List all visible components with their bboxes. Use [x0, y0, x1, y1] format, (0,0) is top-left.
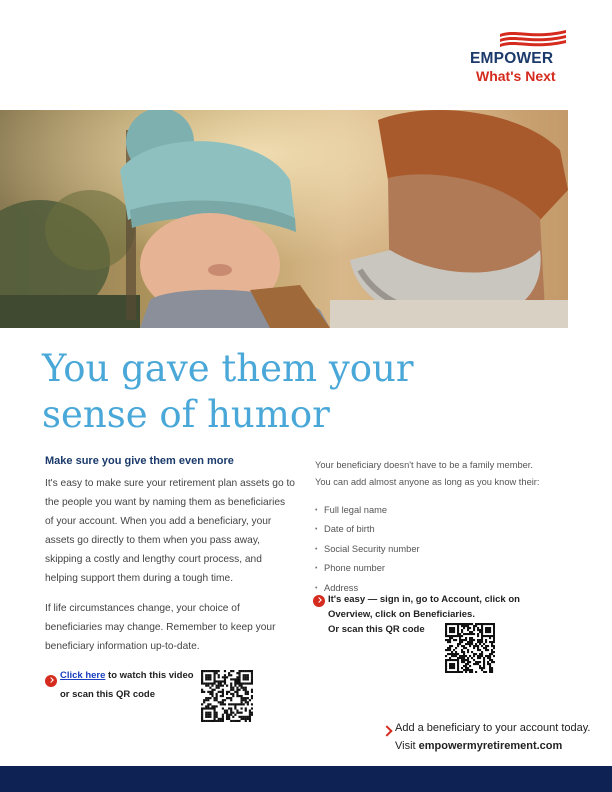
- website-link[interactable]: empowermyretirement.com: [418, 740, 563, 752]
- video-qr-code-icon[interactable]: [201, 670, 253, 722]
- bottom-cta-line-1: Add a beneficiary to your account today.: [395, 722, 591, 734]
- empower-logo: [470, 28, 580, 90]
- beneficiary-cta-line-2: Overview, click on Beneficiaries.: [328, 609, 475, 620]
- left-paragraph-2: If life circumstances change, your choice of beneficiaries may change. Remember to keep your beneficiary information up-to-date.: [45, 603, 276, 652]
- flag-stripes-icon: [498, 28, 568, 50]
- arrow-right-icon: [45, 675, 57, 687]
- video-cta-line-1: [60, 670, 194, 681]
- video-cta: [45, 670, 315, 726]
- left-column: [45, 455, 295, 656]
- beneficiary-cta-line-3: Or scan this QR code: [328, 624, 425, 635]
- chevron-right-icon: [381, 725, 392, 736]
- beneficiary-intro-line-1: Your beneficiary doesn't have to be a family member.: [315, 460, 533, 470]
- required-info-list: [315, 501, 575, 598]
- brand-name: EMPOWER: [470, 50, 554, 67]
- photo-father-and-baby: [0, 110, 568, 328]
- click-here-link[interactable]: Click here: [60, 670, 106, 681]
- right-column: [315, 457, 575, 598]
- beneficiary-intro: [315, 457, 575, 491]
- arrow-right-icon: [313, 595, 325, 607]
- left-subhead: Make sure you give them even more: [45, 455, 234, 467]
- brand-tagline: What's Next: [476, 68, 556, 84]
- list-item: • Date of birth: [315, 520, 575, 539]
- visit-prefix: Visit: [395, 740, 419, 752]
- headline-line-2: sense of humor: [42, 393, 330, 436]
- headline-line-1: You gave them your: [42, 347, 414, 390]
- list-item: • Social Security number: [315, 540, 575, 559]
- bottom-cta-line-2: [395, 740, 562, 752]
- video-cta-line-2: or scan this QR code: [60, 689, 156, 700]
- beneficiary-cta: [313, 592, 563, 642]
- footer-bar: [0, 766, 612, 792]
- headline: [42, 346, 562, 438]
- list-item: • Full legal name: [315, 501, 575, 520]
- beneficiary-intro-line-2: You can add almost anyone as long as you know their:: [315, 477, 540, 487]
- beneficiary-qr-code-icon[interactable]: [445, 623, 495, 673]
- left-paragraph-1: It's easy to make sure your retirement plan assets go to the people you want by naming them as beneficiaries of your account. When you add a beneficiary, your assets go directly to them when you pass away, skipping a costly and lengthy court process, and helping support them during a tough time.: [45, 478, 295, 584]
- list-item: • Phone number: [315, 559, 575, 578]
- beneficiary-cta-line-1: It's easy — sign in, go to Account, click on: [328, 594, 520, 605]
- list-item: • Address: [315, 579, 575, 598]
- hero-photo: [0, 110, 568, 328]
- video-cta-rest: to watch this video: [105, 670, 194, 681]
